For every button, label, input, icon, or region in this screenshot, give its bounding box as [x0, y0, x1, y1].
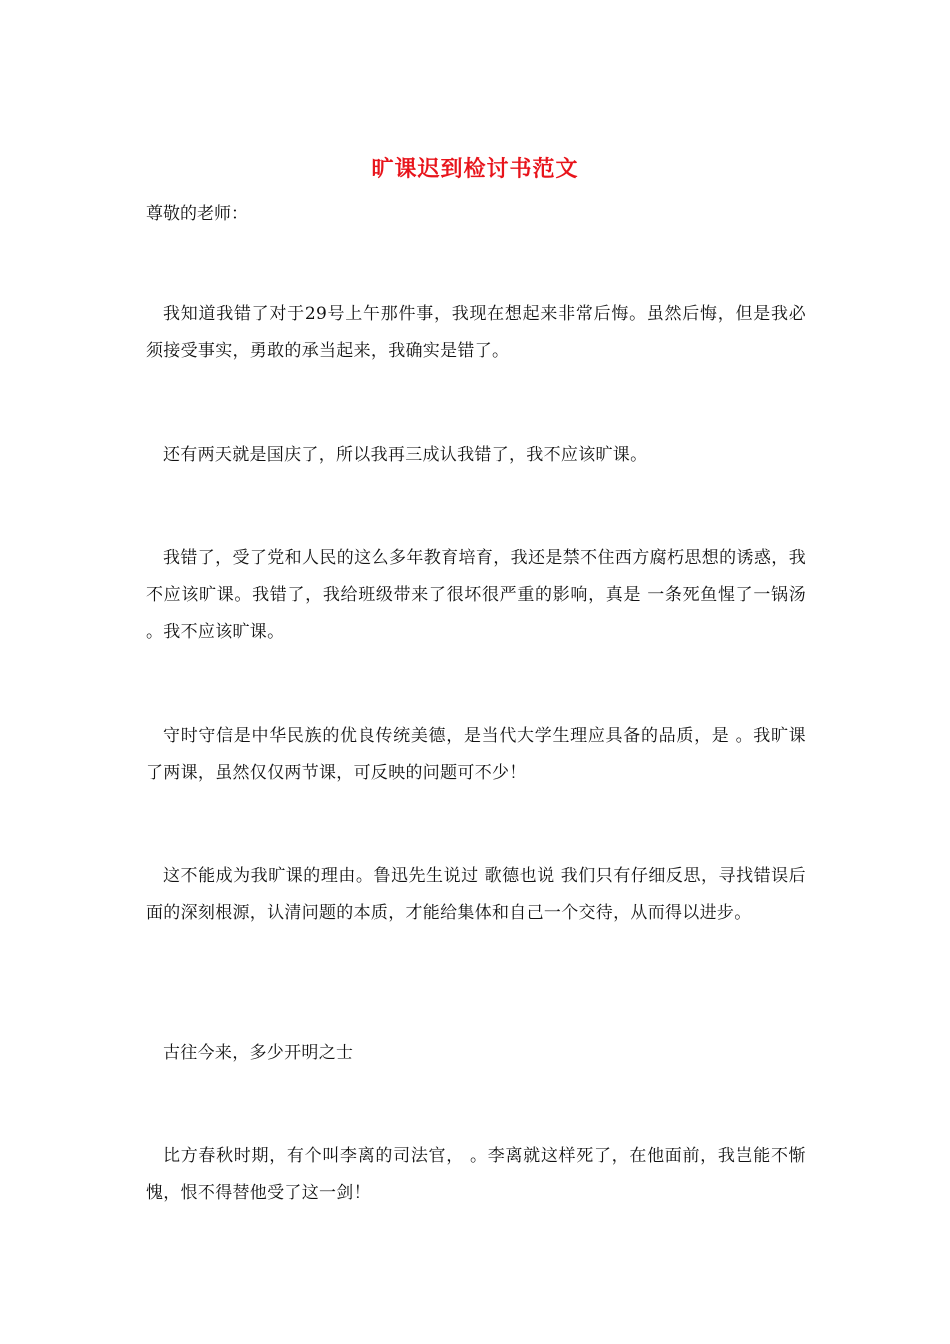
paragraph-3: 我错了，受了党和人民的这么多年教育培育，我还是禁不住西方腐朽思想的诱惑，我不应该旷课。我错了，我给班级带来了很坏很严重的影响，真是 一条死鱼惺了一锅汤 。我不应该旷课。 [146, 548, 806, 642]
paragraph-2: 还有两天就是国庆了，所以我再三成认我错了，我不应该旷课。 [163, 445, 648, 465]
document-title: 旷课迟到检讨书范文 [371, 156, 579, 182]
paragraph-7: 比方春秋时期，有个叫李离的司法官， 。李离就这样死了，在他面前，我岂能不惭愧，恨不得替他受了这一剑！ [146, 1146, 806, 1203]
paragraph-6: 古往今来，多少开明之士 [163, 1043, 354, 1063]
paragraph-5: 这不能成为我旷课的理由。鲁迅先生说过 歌德也说 我们只有仔细反思，寻找错误后面的深刻根源，认清问题的本质，才能给集体和自己一个交待，从而得以进步。 [146, 866, 806, 923]
paragraph-1: 我知道我错了对于29号上午那件事，我现在想起来非常后悔。虽然后悔，但是我必须接受事实，勇敢的承当起来，我确实是错了。 [146, 304, 806, 361]
paragraph-4: 守时守信是中华民族的优良传统美德，是当代大学生理应具备的品质，是 。我旷课了两课，虽然仅仅两节课，可反映的问题可不少！ [146, 726, 806, 783]
salutation: 尊敬的老师： [146, 204, 248, 224]
